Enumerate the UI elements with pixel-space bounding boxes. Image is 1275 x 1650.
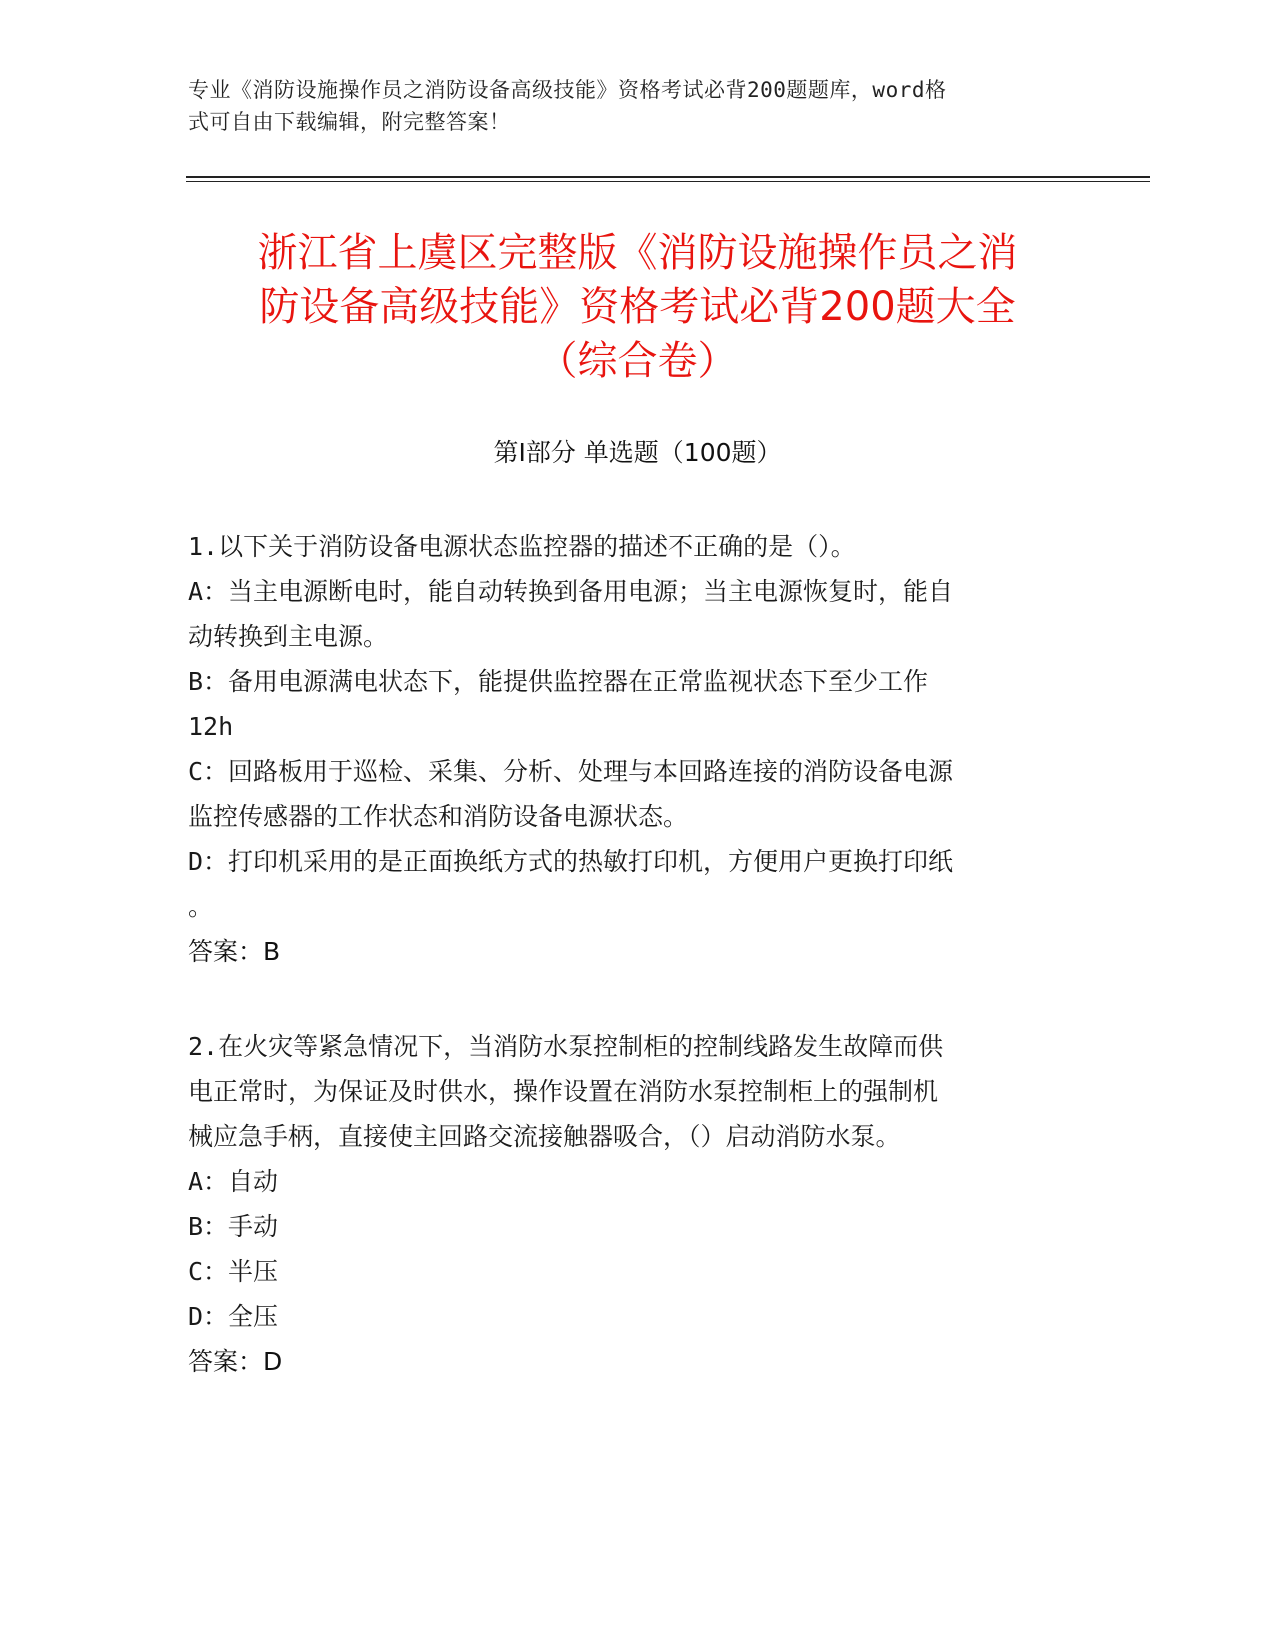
option-b-line-2: 12h: [188, 712, 234, 741]
title-line-1: 浙江省上虞区完整版《消防设施操作员之消: [257, 230, 1018, 276]
title-line-3: （综合卷）: [537, 338, 738, 384]
option-b: B：手动: [188, 1212, 279, 1241]
option-d: D：全压: [188, 1302, 279, 1331]
option-a-line-2: 动转换到主电源。: [188, 622, 389, 651]
option-a: A：自动: [188, 1167, 279, 1196]
answer-label: 答案：D: [188, 1347, 283, 1376]
question-stem-line-1: 2.在火灾等紧急情况下，当消防水泵控制柜的控制线路发生故障而供: [188, 1032, 944, 1061]
option-c-line-2: 监控传感器的工作状态和消防设备电源状态。: [188, 802, 689, 831]
header-note: [188, 74, 1068, 138]
option-d-line-2: 。: [188, 892, 214, 921]
question-stem-line-2: 电正常时，为保证及时供水，操作设置在消防水泵控制柜上的强制机: [188, 1077, 939, 1106]
question-stem-line-3: 械应急手柄，直接使主回路交流接触器吸合，（）启动消防水泵。: [188, 1122, 901, 1151]
question-2: [188, 1024, 1068, 1384]
option-a-line-1: A：当主电源断电时，能自动转换到备用电源；当主电源恢复时，能自: [188, 577, 954, 606]
option-c: C：半压: [188, 1257, 279, 1286]
option-c-line-1: C：回路板用于巡检、采集、分析、处理与本回路连接的消防设备电源: [188, 757, 954, 786]
title-line-2: 防设备高级技能》资格考试必背200题大全: [259, 284, 1016, 330]
document-title: [190, 226, 1085, 388]
header-note-line-1: 专业《消防设施操作员之消防设备高级技能》资格考试必背200题题库，word格: [188, 78, 947, 102]
header-divider-thin: [186, 181, 1150, 182]
header-divider-thick: [186, 176, 1150, 178]
option-b-line-1: B：备用电源满电状态下，能提供监控器在正常监视状态下至少工作: [188, 667, 929, 696]
question-stem: 1.以下关于消防设备电源状态监控器的描述不正确的是（）。: [188, 532, 856, 561]
section-heading: 第Ⅰ部分 单选题（100题）: [493, 438, 782, 467]
option-d-line-1: D：打印机采用的是正面换纸方式的热敏打印机，方便用户更换打印纸: [188, 847, 954, 876]
header-note-line-2: 式可自由下载编辑，附完整答案！: [188, 110, 511, 134]
question-1: [188, 524, 1068, 974]
answer-label: 答案：B: [188, 937, 281, 966]
